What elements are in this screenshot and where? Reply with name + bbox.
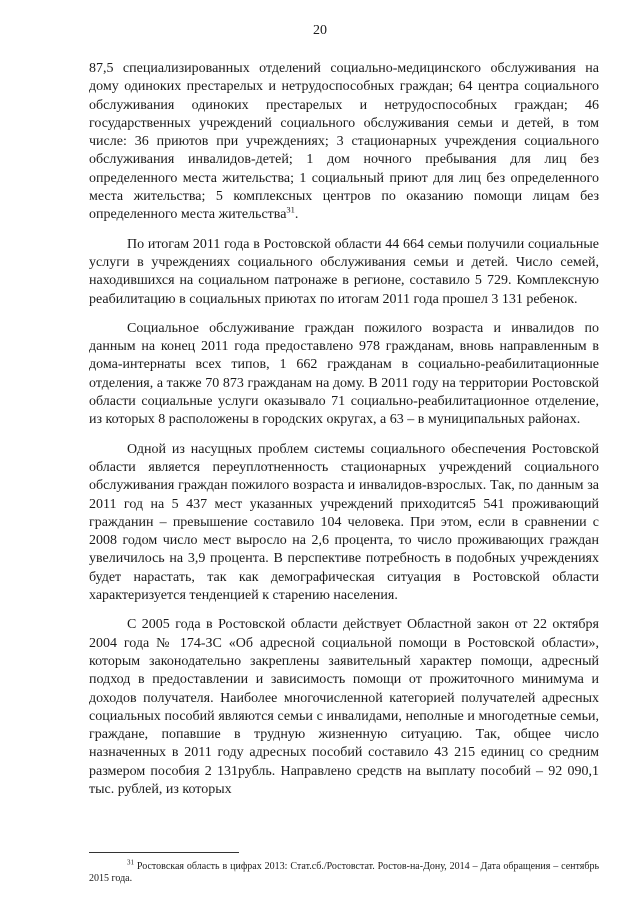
paragraph-5: С 2005 года в Ростовской области действует Областной закон от 22 октября 2004 года № 174-ЗС «Об адресной социальной помощи в Ростовской области», которым законодательно закреплены заявительный характер помощи, адресный подход в предоставлении и зависимость помощи от прожиточного минимума и доходов получателя. Наиболее многочисленной категорией получателей адресных социальных пособий являются семьи с инвалидами, неполные и многодетные семьи, граждане, попавшие в трудную жизненную ситуацию. Так, общее число назначенных в 2011 году адресных пособий составило 43 215 единиц со средним размером пособия 2 131рубль. Направлено средств на выплату пособий – 92 090,1 тыс. рублей, из которых bbox=[89, 617, 599, 797]
footnote-number: 31 bbox=[127, 858, 134, 867]
paragraph-1 bbox=[89, 60, 599, 225]
page-number: 20 bbox=[313, 23, 327, 38]
footnote-reference[interactable]: 31 bbox=[286, 204, 295, 215]
body-text bbox=[89, 60, 599, 799]
paragraph-2: По итогам 2011 года в Ростовской области 44 664 семьи получили социальные услуги в учреждениях социального обслуживания семьи и детей. Число семей, находившихся на социальном патронаже в регионе, составило 5 729. Комплексную реабилитацию в социальных приютах по итогам 2011 года прошел 3 131 ребенок. bbox=[89, 236, 599, 307]
paragraph-3: Социальное обслуживание граждан пожилого возраста и инвалидов по данным на конец 2011 года предоставлено 978 гражданам, вновь направленным в дома-интернаты всех типов, 1 662 гражданам в социально-реабилитационные отделения, а также 70 873 гражданам на дому. В 2011 году на территории Ростовской области социальные услуги оказывало 71 социально-реабилитационное отделение, из которых 8 расположены в городских округах, а 63 – в муниципальных районах. bbox=[89, 320, 599, 428]
footnote bbox=[89, 858, 599, 885]
paragraph-1-text: 87,5 специализированных отделений социально-медицинского обслуживания на дому одиноких престарелых и нетрудоспособных граждан; 64 центра социального обслуживания одиноких престарелых и нетрудоспособных граждан; 46 государственных учреждений социального обслуживания семьи и детей, в том числе: 36 приютов при учреждениях; 3 стационарных учреждения социального обслуживания инвалидов-детей; 1 дом ночного пребывания для лиц без определенного места жительства; 1 социальный приют для лиц без определенного места жительства; 5 комплексных центров по оказанию помощи лицам без определенного места жительства bbox=[89, 61, 599, 223]
footnote-text: Ростовская область в цифрах 2013: Стат.сб./Ростовстат. Ростов-на-Дону, 2014 – Дата обращения – сентябрь 2015 года. bbox=[89, 861, 599, 884]
paragraph-1-tail: . bbox=[294, 207, 299, 223]
footnote-divider bbox=[89, 852, 239, 853]
paragraph-4: Одной из насущных проблем системы социального обеспечения Ростовской области является переуплотненность стационарных учреждений социального обслуживания граждан пожилого возраста и инвалидов-взрослых. Так, по данным за 2011 год на 5 437 мест указанных учреждений приходится5 541 проживающий гражданин – превышение составило 104 человека. При этом, если в сравнении с 2008 годом число мест выросло на 2,6 процента, то число проживающих граждан увеличилось на 3,9 процента. В перспективе потребность в подобных учреждениях будет нарастать, так как демографическая ситуация в Ростовской области характеризуется тенденцией к старению населения. bbox=[89, 441, 599, 604]
